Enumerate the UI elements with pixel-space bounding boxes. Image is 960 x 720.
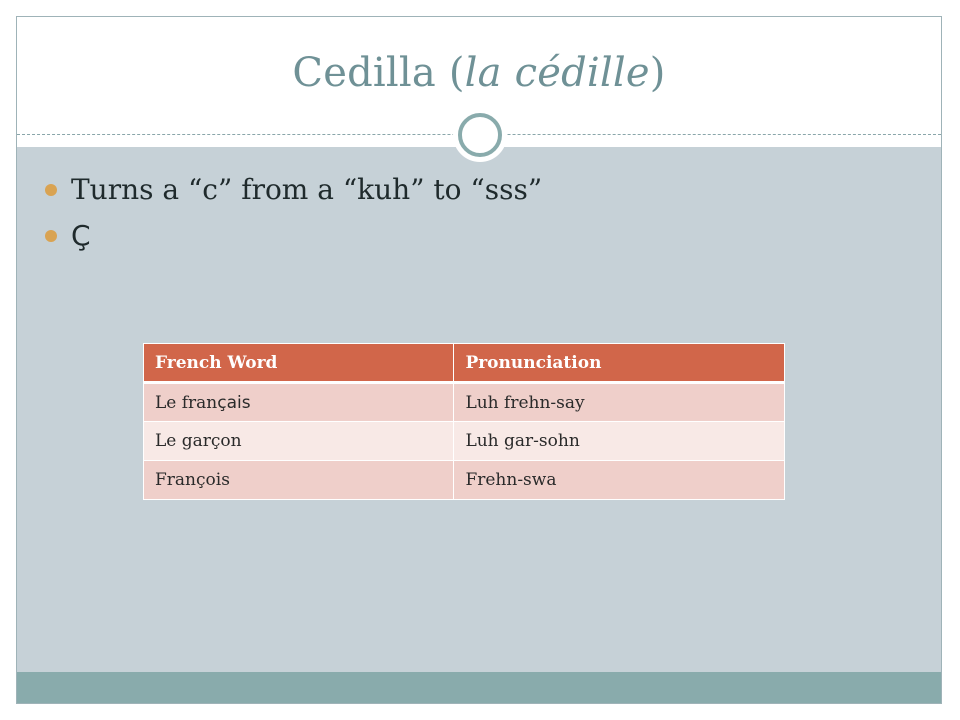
title-italic-text: la cédille [464, 50, 650, 96]
footer-band [17, 672, 941, 703]
cell-pronunciation: Luh gar-sohn [454, 422, 785, 461]
title-close-text: ) [649, 50, 666, 96]
slide-frame [16, 16, 942, 704]
header-french-word: French Word [144, 344, 454, 383]
cell-french-word: Le garçon [144, 422, 454, 461]
cell-word-prefix: Le fran [155, 392, 218, 413]
bullet-dot-icon [45, 184, 57, 196]
bullet-item [45, 213, 542, 259]
table-header-row [144, 344, 785, 383]
table [143, 343, 785, 500]
bullet-item [45, 167, 542, 213]
slide-title [17, 47, 941, 99]
table-row [144, 422, 785, 461]
cell-french-word [144, 383, 454, 422]
cell-word-suffix: çais [217, 392, 251, 413]
pronunciation-table [143, 343, 785, 500]
cell-pronunciation: Frehn-swa [454, 461, 785, 500]
bullet-text: Turns a “c” from a “kuh” to “sss” [71, 173, 543, 206]
table-row [144, 383, 785, 422]
ring-ornament [458, 113, 502, 157]
cell-french-word: François [144, 461, 454, 500]
title-text: Cedilla ( [292, 50, 465, 96]
bullet-list [45, 167, 542, 259]
header-pronunciation: Pronunciation [454, 344, 785, 383]
bullet-text: Ç [71, 219, 91, 252]
table-row [144, 461, 785, 500]
bullet-dot-icon [45, 230, 57, 242]
cell-pronunciation: Luh frehn-say [454, 383, 785, 422]
